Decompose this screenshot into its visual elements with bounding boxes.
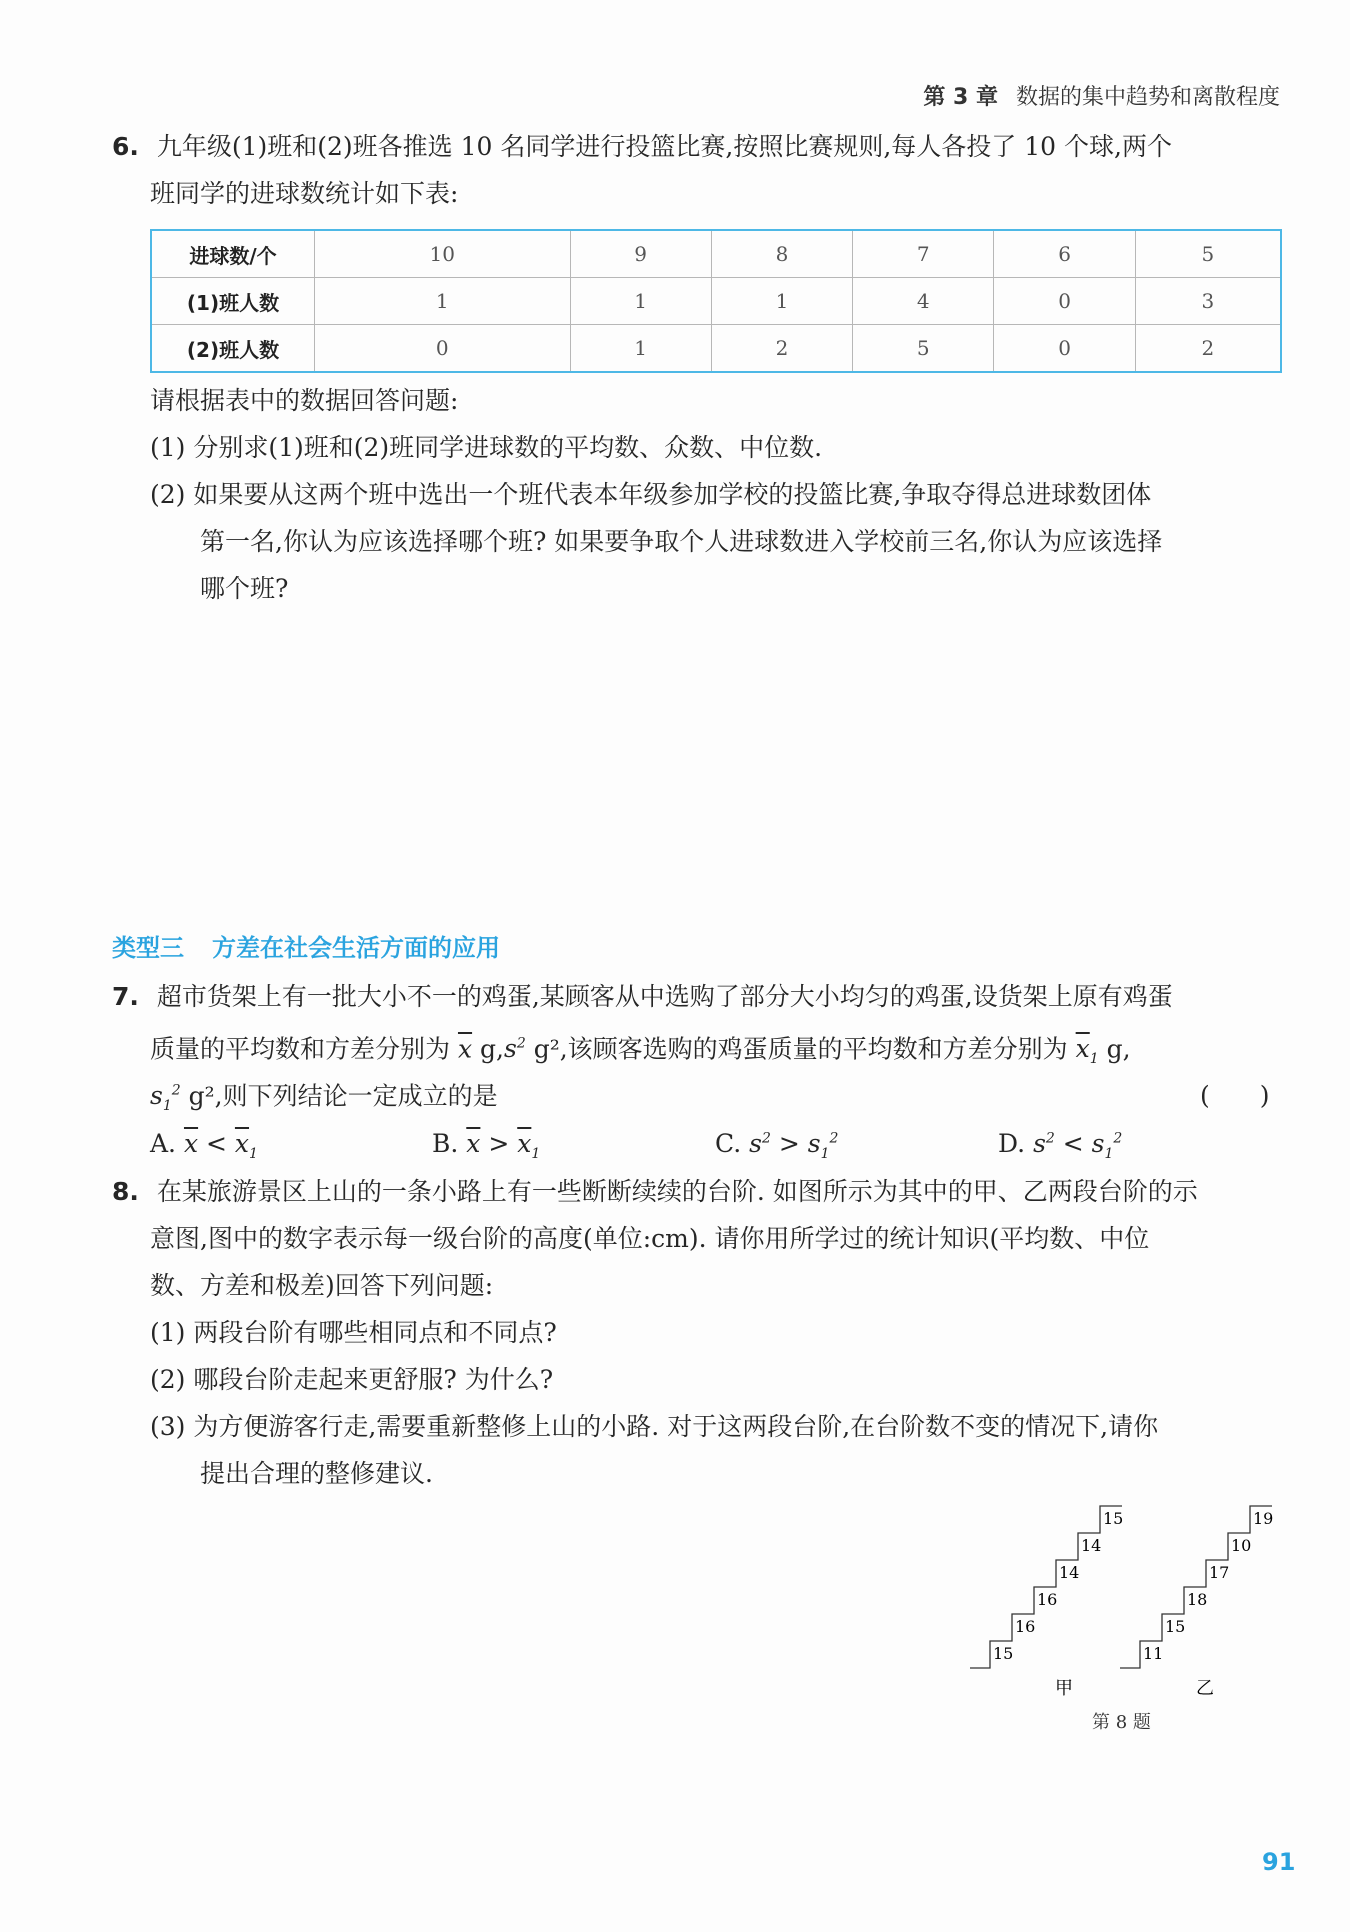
step-height-label: 11 [1143, 1644, 1164, 1663]
table-row [151, 230, 1281, 278]
q7-line1 [112, 980, 1173, 1014]
table-cell: 2 [1135, 325, 1281, 373]
q6-text-1: 九年级(1)班和(2)班各推选 10 名同学进行投篮比赛,按照比赛规则,每人各投了 10 个球,两个 [156, 132, 1172, 161]
step-height-label: 16 [1037, 1590, 1058, 1609]
table-cell: 10 [315, 230, 571, 278]
q8-number: 8. [112, 1177, 139, 1206]
page-number: 91 [1262, 1848, 1296, 1876]
answer-blank: ( ) [1200, 1081, 1270, 1110]
option-b [432, 1129, 540, 1162]
q8-sub1: (1) 两段台阶有哪些相同点和不同点? [150, 1318, 557, 1347]
q6-sub2-line1: (2) 如果要从这两个班中选出一个班代表本年级参加学校的投篮比赛,争取夺得总进球数团体 [150, 480, 1152, 509]
q7-line2 [150, 1027, 1131, 1076]
stairs-figure [960, 1498, 1300, 1708]
option-a [150, 1129, 258, 1162]
table-cell: 0 [315, 325, 571, 373]
step-height-label: 10 [1231, 1536, 1252, 1555]
stairs-jia-label: 甲 [1055, 1678, 1073, 1699]
table-cell: 4 [853, 278, 994, 325]
step-height-label: 15 [1165, 1617, 1186, 1636]
running-header [923, 80, 1280, 111]
q8-sub2: (2) 哪段台阶走起来更舒服? 为什么? [150, 1365, 554, 1394]
q8-sub3-line1: (3) 为方便游客行走,需要重新整修上山的小路. 对于这两段台阶,在台阶数不变的情况下,请你 [150, 1412, 1159, 1441]
q7-text-1: 超市货架上有一批大小不一的鸡蛋,某顾客从中选购了部分大小均匀的鸡蛋,设货架上原有鸡蛋 [156, 982, 1173, 1011]
table-cell: 9 [570, 230, 711, 278]
figure-caption: 第 8 题 [1092, 1712, 1151, 1733]
step-height-label: 15 [993, 1644, 1014, 1663]
table-cell: 1 [711, 278, 852, 325]
q7-text-2b: g, [480, 1034, 504, 1064]
table-row [151, 278, 1281, 325]
option-c-expr: $s^2 > s_1^2$ [749, 1129, 839, 1162]
table-cell: 2 [711, 325, 852, 373]
q6-sub2-line3: 哪个班? [200, 574, 289, 603]
stairs-jia [970, 1506, 1123, 1668]
q8-sub3-line2: 提出合理的整修建议. [200, 1459, 433, 1488]
q8-line2: 意图,图中的数字表示每一级台阶的高度(单位:cm). 请你用所学过的统计知识(平均数、中位 [150, 1224, 1150, 1253]
step-height-label: 15 [1103, 1509, 1124, 1528]
q6-sub1: (1) 分别求(1)班和(2)班同学进球数的平均数、众数、中位数. [150, 433, 823, 462]
section-heading [112, 928, 500, 963]
table-cell: 8 [711, 230, 852, 278]
option-b-expr: $\overline{x} > \overline{x}_1$ [466, 1129, 541, 1162]
step-height-label: 14 [1081, 1536, 1102, 1555]
q7-text-3: g²,则下列结论一定成立的是 [188, 1081, 498, 1111]
table-row-header: (2)班人数 [151, 325, 315, 373]
q6-line1 [112, 130, 1172, 164]
goals-table [150, 229, 1282, 373]
q6-sub2-line2: 第一名,你认为应该选择哪个班? 如果要争取个人进球数进入学校前三名,你认为应该选择 [200, 527, 1163, 556]
q7-number: 7. [112, 982, 139, 1011]
q7-line3 [150, 1074, 498, 1123]
table-cell: 3 [1135, 278, 1281, 325]
step-height-label: 17 [1209, 1563, 1230, 1582]
section-title: 方差在社会生活方面的应用 [212, 934, 500, 962]
q7-text-2d: g, [1106, 1034, 1131, 1064]
option-d-label: D. [998, 1129, 1026, 1158]
step-height-label: 18 [1187, 1590, 1208, 1609]
table-cell: 6 [994, 230, 1135, 278]
table-cell: 0 [994, 278, 1135, 325]
q6-number: 6. [112, 132, 139, 161]
step-height-label: 14 [1059, 1563, 1080, 1582]
option-d-expr: $s^2 < s_1^2$ [1033, 1129, 1123, 1162]
step-height-label: 16 [1015, 1617, 1036, 1636]
chapter-title: 数据的集中趋势和离散程度 [1015, 85, 1280, 110]
stairs-yi-label: 乙 [1196, 1678, 1214, 1699]
q7-text-2c: g²,该顾客选购的鸡蛋质量的平均数和方差分别为 [533, 1034, 1068, 1064]
table-cell: 5 [853, 325, 994, 373]
option-c [715, 1129, 838, 1162]
table-cell: 5 [1135, 230, 1281, 278]
table-cell: 1 [570, 278, 711, 325]
table-row-header: 进球数/个 [151, 230, 315, 278]
stairs-yi [1120, 1506, 1273, 1668]
table-cell: 1 [315, 278, 571, 325]
q6-line2: 班同学的进球数统计如下表: [150, 179, 459, 208]
table-row-header: (1)班人数 [151, 278, 315, 325]
mean-symbol: $\overline{x}$ [457, 1034, 473, 1064]
table-cell: 0 [994, 325, 1135, 373]
q8-line1 [112, 1175, 1198, 1209]
table-row [151, 325, 1281, 373]
option-b-label: B. [432, 1129, 459, 1158]
q8-text-1: 在某旅游景区上山的一条小路上有一些断断续续的台阶. 如图所示为其中的甲、乙两段台阶的示 [156, 1177, 1198, 1206]
option-c-label: C. [715, 1129, 742, 1158]
q8-line3: 数、方差和极差)回答下列问题: [150, 1271, 494, 1300]
q6-prompt: 请根据表中的数据回答问题: [150, 386, 459, 415]
table-cell: 1 [570, 325, 711, 373]
section-label: 类型三 [112, 934, 184, 962]
variance-symbol: $s^2$ [503, 1034, 526, 1064]
option-a-label: A. [150, 1129, 177, 1158]
option-d [998, 1129, 1122, 1162]
table-cell: 7 [853, 230, 994, 278]
q7-text-2a: 质量的平均数和方差分别为 [150, 1034, 451, 1064]
chapter-number: 第 3 章 [923, 85, 998, 110]
variance1-symbol: $s_1^2$ [150, 1081, 181, 1115]
mean1-symbol: $\overline{x}_1$ [1075, 1034, 1099, 1068]
step-height-label: 19 [1253, 1509, 1274, 1528]
option-a-expr: $\overline{x} < \overline{x}_1$ [183, 1129, 258, 1162]
